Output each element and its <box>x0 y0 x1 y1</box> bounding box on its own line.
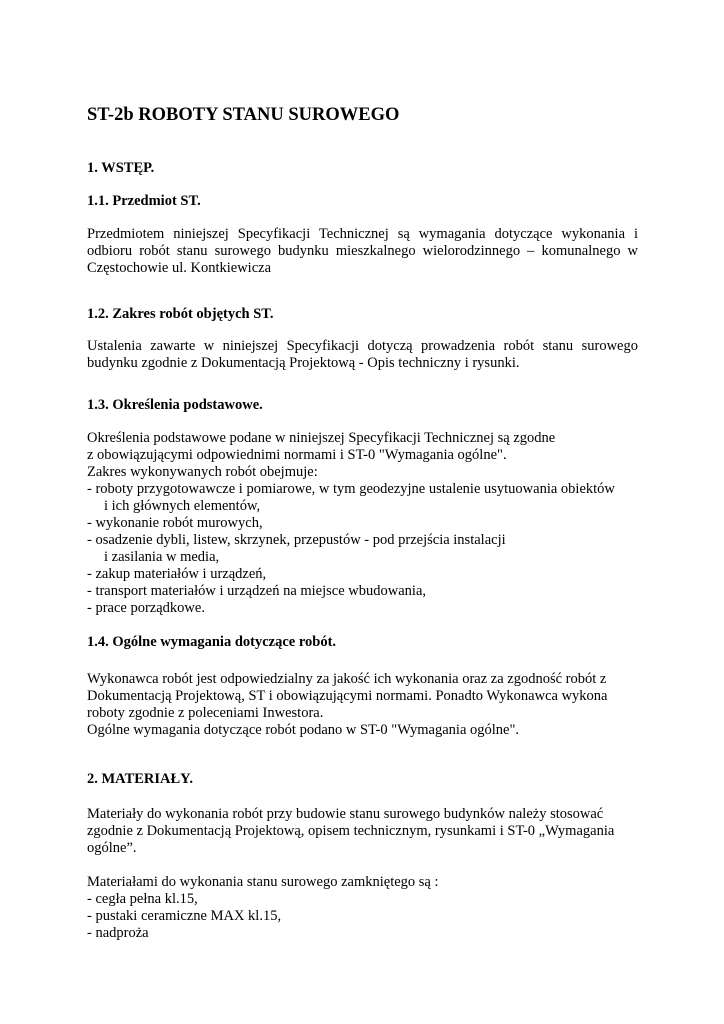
section-2-line: Materiały do wykonania robót przy budowie stanu surowego budynków należy stosować <box>87 806 604 822</box>
section-2-line: ogólne”. <box>87 840 137 856</box>
document-title: ST-2b ROBOTY STANU SUROWEGO <box>87 105 400 125</box>
section-1-1-heading: 1.1. Przedmiot ST. <box>87 193 201 209</box>
section-1-2-text: Ustalenia zawarte w niniejszej Specyfikacji dotyczą prowadzenia robót stanu surowego budynku zgodnie z Dokumentacją Projektową - Opis techniczny i rysunki. <box>87 338 638 371</box>
scope-list-item: - wykonanie robót murowych, <box>87 515 263 531</box>
section-1-4-heading: 1.4. Ogólne wymagania dotyczące robót. <box>87 634 337 650</box>
section-2-line: zgodnie z Dokumentacją Projektową, opisem technicznym, rysunkami i ST-0 „Wymagania <box>87 823 615 839</box>
section-1-4-line: Dokumentacją Projektową, ST i obowiązującymi normami. Ponadto Wykonawca wykona <box>87 688 608 704</box>
scope-list-item: - transport materiałów i urządzeń na miejsce wbudowania, <box>87 583 427 599</box>
scope-list-item-continuation: i zasilania w media, <box>104 549 220 565</box>
section-1-heading: 1. WSTĘP. <box>87 160 155 176</box>
scope-list-item: - osadzenie dybli, listew, skrzynek, przepustów - pod przejścia instalacji <box>87 532 506 548</box>
scope-list-item: - prace porządkowe. <box>87 600 205 616</box>
section-2-paragraph-1 <box>87 806 638 857</box>
section-1-4-body <box>87 671 638 739</box>
section-2-line: Materiałami do wykonania stanu surowego zamkniętego są : <box>87 874 439 890</box>
section-1-3-heading: 1.3. Określenia podstawowe. <box>87 397 263 413</box>
section-1-4-line: roboty zgodnie z poleceniami Inwestora. <box>87 705 324 721</box>
section-1-1-text: Przedmiotem niniejszej Specyfikacji Technicznej są wymagania dotyczące wykonania i odbioru robót stanu surowego budynku mieszkalnego wielorodzinnego – komunalnego w Częstochowie ul. Kontkiewicza <box>87 226 638 276</box>
scope-list-item-continuation: i ich głównych elementów, <box>104 498 261 514</box>
scope-list-item: - zakup materiałów i urządzeń, <box>87 566 267 582</box>
materials-list-item: - pustaki ceramiczne MAX kl.15, <box>87 908 282 924</box>
materials-list-item: - cegła pełna kl.15, <box>87 891 198 907</box>
section-1-3-line: z obowiązującymi odpowiednimi normami i ST-0 "Wymagania ogólne". <box>87 447 507 463</box>
section-1-3-line: Zakres wykonywanych robót obejmuje: <box>87 464 318 480</box>
section-2-paragraph-2 <box>87 874 638 942</box>
section-1-3-body <box>87 430 638 617</box>
scope-list-item: - roboty przygotowawcze i pomiarowe, w tym geodezyjne ustalenie usytuowania obiektów <box>87 481 615 497</box>
materials-list-item: - nadproża <box>87 925 149 941</box>
section-2-heading: 2. MATERIAŁY. <box>87 771 193 787</box>
section-1-3-line: Określenia podstawowe podane w niniejszej Specyfikacji Technicznej są zgodne <box>87 430 556 446</box>
section-1-4-line: Ogólne wymagania dotyczące robót podano w ST-0 "Wymagania ogólne". <box>87 722 520 738</box>
section-1-2-heading: 1.2. Zakres robót objętych ST. <box>87 306 274 322</box>
section-1-4-line: Wykonawca robót jest odpowiedzialny za jakość ich wykonania oraz za zgodność robót z <box>87 671 607 687</box>
